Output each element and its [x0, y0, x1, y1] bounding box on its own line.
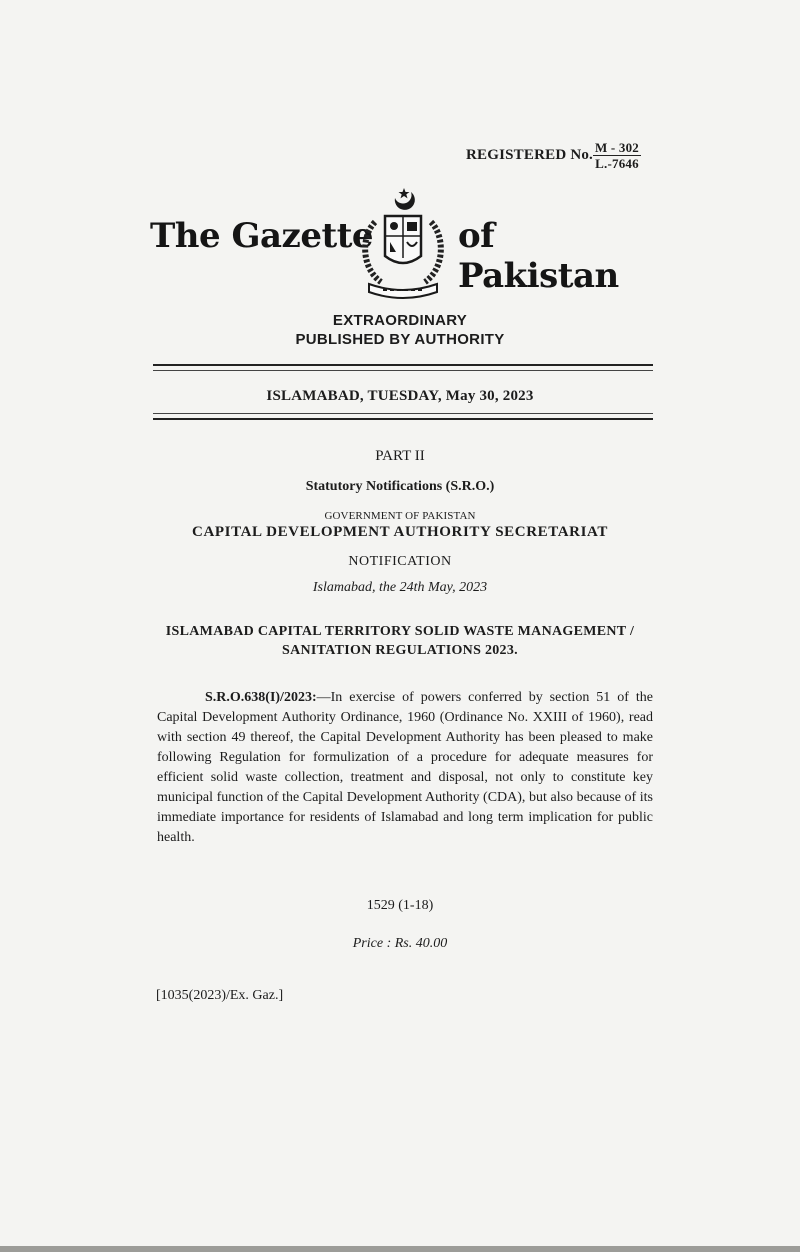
gazette-reference: [1035(2023)/Ex. Gaz.]: [156, 988, 284, 1003]
registered-numerator: M - 302: [595, 140, 639, 155]
government-label: GOVERNMENT OF PAKISTAN: [324, 510, 476, 522]
masthead-title-left: The Gazette: [150, 216, 374, 256]
masthead: [150, 186, 660, 306]
page-bottom-edge: [0, 1246, 800, 1252]
sro-number: S.R.O.638(I)/2023:: [205, 690, 317, 705]
registered-denominator: L.-7646: [595, 156, 639, 171]
notification-heading: NOTIFICATION: [348, 554, 452, 569]
registered-number: [466, 140, 641, 171]
published-by-authority-label: PUBLISHED BY AUTHORITY: [295, 331, 505, 348]
registered-prefix: REGISTERED No.: [466, 146, 593, 163]
rule-top-2: [153, 370, 653, 371]
price-label: Price : Rs. 40.00: [352, 936, 448, 951]
place-date: Islamabad, the 24th May, 2023: [312, 580, 488, 595]
part-heading: PART II: [375, 448, 425, 464]
state-emblem-icon: [355, 186, 451, 304]
authority-heading: CAPITAL DEVELOPMENT AUTHORITY SECRETARIAT: [192, 524, 608, 540]
extraordinary-label: EXTRAORDINARY: [332, 312, 468, 329]
notification-body-text: —In exercise of powers conferred by section 51 of the Capital Development Authority Ordinance, 1960 (Ordinance No. XXIII of 1960), read with section 49 thereof, the Capital Development Authority has been pleased to make following Regulation for formulization of a procedure for adequate measures for efficient solid waste collection, treatment and disposal, not only to constitute key municipal function of the Capital Development Authority (CDA), but also because of its immediate importance for residents of Islamabad and long term implication for public health.: [157, 690, 653, 845]
page-range: 1529 (1-18): [366, 898, 434, 913]
registered-fraction: [593, 140, 641, 171]
issue-dateline: ISLAMABAD, TUESDAY, May 30, 2023: [266, 388, 534, 404]
masthead-title-right: of Pakistan: [458, 216, 619, 296]
notification-body: [157, 688, 653, 848]
regulation-title-line1: ISLAMABAD CAPITAL TERRITORY SOLID WASTE MANAGEMENT /: [165, 624, 635, 639]
rule-top-1: [153, 364, 653, 366]
rule-bottom-1: [153, 413, 653, 414]
rule-bottom-2: [153, 418, 653, 420]
sro-heading: Statutory Notifications (S.R.O.): [305, 479, 495, 494]
regulation-title-line2: SANITATION REGULATIONS 2023.: [282, 643, 518, 658]
